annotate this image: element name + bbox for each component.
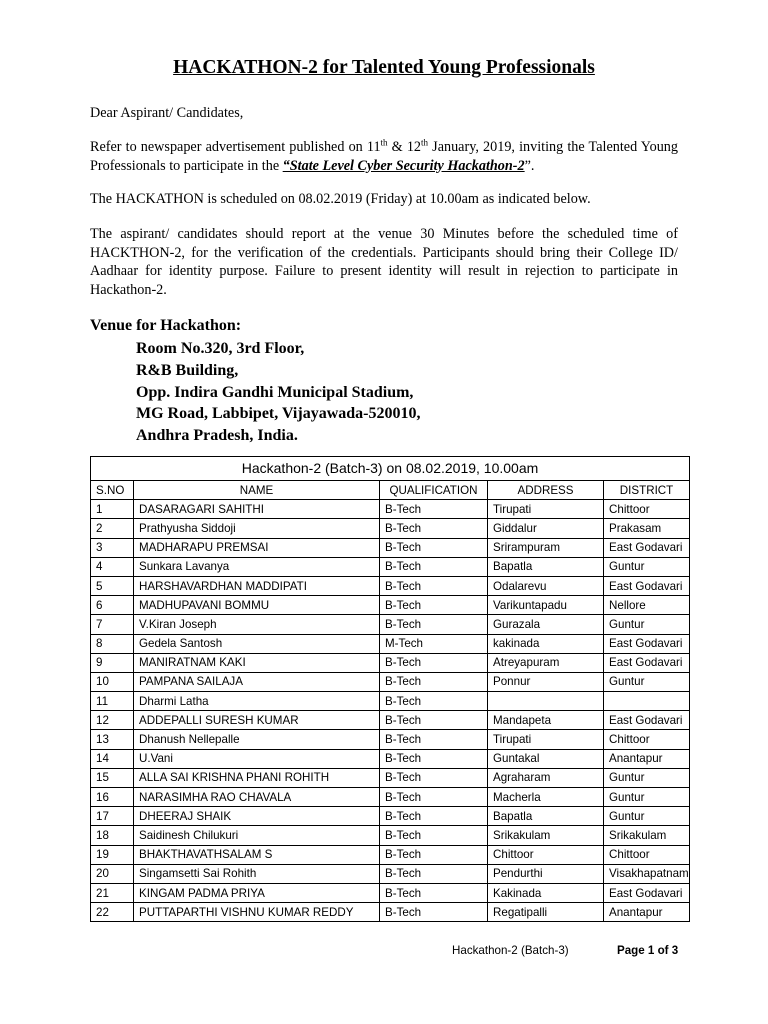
table-row [91,634,690,653]
table-row [91,538,690,557]
cell-qualification: B-Tech [380,883,488,902]
cell-address: Mandapeta [488,711,604,730]
cell-district: East Godavari [604,634,690,653]
cell-address: Agraharam [488,768,604,787]
venue-line: R&B Building, [136,361,239,379]
table-row [91,596,690,615]
cell-sno: 21 [91,883,134,902]
table-row [91,692,690,711]
table-row [91,826,690,845]
cell-sno: 22 [91,903,134,922]
cell-name: HARSHAVARDHAN MADDIPATI [134,576,380,595]
cell-qualification: B-Tech [380,576,488,595]
table-row [91,557,690,576]
cell-qualification: B-Tech [380,749,488,768]
cell-district: East Godavari [604,576,690,595]
column-header-address: ADDRESS [488,481,604,500]
cell-address: Guntakal [488,749,604,768]
cell-sno: 13 [91,730,134,749]
cell-district: Guntur [604,615,690,634]
table-row [91,749,690,768]
cell-district: Visakhapatnam [604,864,690,883]
cell-district: Anantapur [604,749,690,768]
cell-qualification: B-Tech [380,768,488,787]
table-header-row [91,481,690,500]
para1-sup-1: th [380,137,388,148]
cell-sno: 6 [91,596,134,615]
cell-sno: 5 [91,576,134,595]
cell-name: MANIRATNAM KAKI [134,653,380,672]
table-row [91,615,690,634]
cell-address: Chittoor [488,845,604,864]
cell-qualification: B-Tech [380,807,488,826]
cell-sno: 11 [91,692,134,711]
venue-address [136,338,420,447]
table-body [91,500,690,922]
column-header-name: NAME [134,481,380,500]
paragraph-instructions: The aspirant/ candidates should report at the venue 30 Minutes before the scheduled time of HACKTHON-2, for the verification of the credentials. Participants should bring their College ID/ Aadhaar for identity purpose. Failure to present identity will result in rejection to participate in Hackathon-2. [90,226,678,298]
cell-district: Prakasam [604,519,690,538]
cell-address: Ponnur [488,672,604,691]
cell-address: Giddalur [488,519,604,538]
venue-line: Andhra Pradesh, India. [136,427,298,445]
cell-qualification: B-Tech [380,672,488,691]
cell-name: MADHUPAVANI BOMMU [134,596,380,615]
cell-qualification: B-Tech [380,864,488,883]
table-row [91,730,690,749]
cell-name: Sunkara Lavanya [134,557,380,576]
table-row [91,807,690,826]
para1-text-d: ”. [524,157,535,174]
cell-qualification: B-Tech [380,692,488,711]
cell-district: Guntur [604,788,690,807]
table-row [91,845,690,864]
cell-district: Guntur [604,557,690,576]
footer-batch-label: Hackathon-2 (Batch-3) [452,944,569,957]
cell-sno: 18 [91,826,134,845]
table-row [91,903,690,922]
cell-name: MADHARAPU PREMSAI [134,538,380,557]
cell-sno: 14 [91,749,134,768]
column-header-district: DISTRICT [604,481,690,500]
cell-sno: 8 [91,634,134,653]
table-row [91,672,690,691]
table-row [91,500,690,519]
cell-address: Pendurthi [488,864,604,883]
venue-heading: Venue for Hackathon: [90,317,242,334]
cell-sno: 7 [91,615,134,634]
column-header-qualification: QUALIFICATION [380,481,488,500]
cell-name: Dhanush Nellepalle [134,730,380,749]
cell-name: Singamsetti Sai Rohith [134,864,380,883]
document-title: HACKATHON-2 for Talented Young Professionals [173,57,595,78]
cell-sno: 2 [91,519,134,538]
venue-line: MG Road, Labbipet, Vijayawada-520010, [136,405,421,423]
cell-name: Saidinesh Chilukuri [134,826,380,845]
venue-line: Opp. Indira Gandhi Municipal Stadium, [136,383,414,401]
cell-name: PAMPANA SAILAJA [134,672,380,691]
table-row [91,576,690,595]
cell-sno: 4 [91,557,134,576]
table-row [91,864,690,883]
cell-qualification: B-Tech [380,653,488,672]
cell-address [488,692,604,711]
cell-address: kakinada [488,634,604,653]
cell-address: Atreyapuram [488,653,604,672]
cell-address: Kakinada [488,883,604,902]
cell-district: Chittoor [604,500,690,519]
cell-sno: 17 [91,807,134,826]
cell-qualification: B-Tech [380,711,488,730]
table-row [91,519,690,538]
cell-address: Srirampuram [488,538,604,557]
cell-name: NARASIMHA RAO CHAVALA [134,788,380,807]
table-caption: Hackathon-2 (Batch-3) on 08.02.2019, 10.00am [91,457,690,481]
cell-name: U.Vani [134,749,380,768]
cell-district: East Godavari [604,883,690,902]
table-row [91,883,690,902]
cell-district [604,692,690,711]
cell-district: Nellore [604,596,690,615]
cell-name: Dharmi Latha [134,692,380,711]
table-caption-row [91,457,690,481]
cell-address: Gurazala [488,615,604,634]
cell-address: Srikakulam [488,826,604,845]
venue-line: Room No.320, 3rd Floor, [136,340,305,357]
cell-district: Guntur [604,768,690,787]
cell-district: East Godavari [604,538,690,557]
participants-table [90,456,690,922]
para1-text-a: Refer to newspaper advertisement published on 11 [90,139,381,155]
cell-name: PUTTAPARTHI VISHNU KUMAR REDDY [134,903,380,922]
cell-sno: 1 [91,500,134,519]
cell-address: Macherla [488,788,604,807]
paragraph-advertisement [90,138,678,175]
cell-name: Gedela Santosh [134,634,380,653]
cell-name: ADDEPALLI SURESH KUMAR [134,711,380,730]
cell-district: East Godavari [604,711,690,730]
cell-name: Prathyusha Siddoji [134,519,380,538]
cell-district: Chittoor [604,845,690,864]
column-header-sno: S.NO [91,481,134,500]
cell-address: Bapatla [488,557,604,576]
cell-address: Odalarevu [488,576,604,595]
cell-sno: 16 [91,788,134,807]
cell-name: BHAKTHAVATHSALAM S [134,845,380,864]
cell-address: Varikuntapadu [488,596,604,615]
cell-qualification: B-Tech [380,730,488,749]
salutation: Dear Aspirant/ Candidates, [90,105,244,121]
cell-district: Guntur [604,807,690,826]
cell-address: Bapatla [488,807,604,826]
paragraph-schedule: The HACKATHON is scheduled on 08.02.2019 (Friday) at 10.00am as indicated below. [90,191,591,207]
cell-sno: 20 [91,864,134,883]
cell-name: DHEERAJ SHAIK [134,807,380,826]
cell-sno: 10 [91,672,134,691]
cell-address: Tirupati [488,500,604,519]
table-row [91,653,690,672]
cell-sno: 15 [91,768,134,787]
cell-qualification: B-Tech [380,596,488,615]
cell-district: Anantapur [604,903,690,922]
cell-address: Tirupati [488,730,604,749]
footer-page-number: Page 1 of 3 [617,944,679,957]
table-row [91,768,690,787]
cell-qualification: B-Tech [380,903,488,922]
cell-qualification: B-Tech [380,788,488,807]
para1-text-b: & 12 [387,139,422,155]
cell-name: KINGAM PADMA PRIYA [134,883,380,902]
cell-name: DASARAGARI SAHITHI [134,500,380,519]
cell-district: Guntur [604,672,690,691]
cell-qualification: M-Tech [380,634,488,653]
cell-address: Regatipalli [488,903,604,922]
hackathon-name: “State Level Cyber Security Hackathon-2 [282,157,525,174]
cell-sno: 12 [91,711,134,730]
cell-qualification: B-Tech [380,500,488,519]
cell-qualification: B-Tech [380,557,488,576]
cell-qualification: B-Tech [380,538,488,557]
cell-name: V.Kiran Joseph [134,615,380,634]
cell-qualification: B-Tech [380,615,488,634]
cell-district: Srikakulam [604,826,690,845]
cell-qualification: B-Tech [380,826,488,845]
para1-sup-2: th [421,137,429,148]
cell-qualification: B-Tech [380,845,488,864]
cell-name: ALLA SAI KRISHNA PHANI ROHITH [134,768,380,787]
table-row [91,788,690,807]
cell-sno: 9 [91,653,134,672]
cell-sno: 19 [91,845,134,864]
cell-sno: 3 [91,538,134,557]
para1-text-c: January, 2019, inviting the Talented Young Professionals to participate in the [90,139,678,174]
cell-district: East Godavari [604,653,690,672]
cell-district: Chittoor [604,730,690,749]
table-row [91,711,690,730]
cell-qualification: B-Tech [380,519,488,538]
